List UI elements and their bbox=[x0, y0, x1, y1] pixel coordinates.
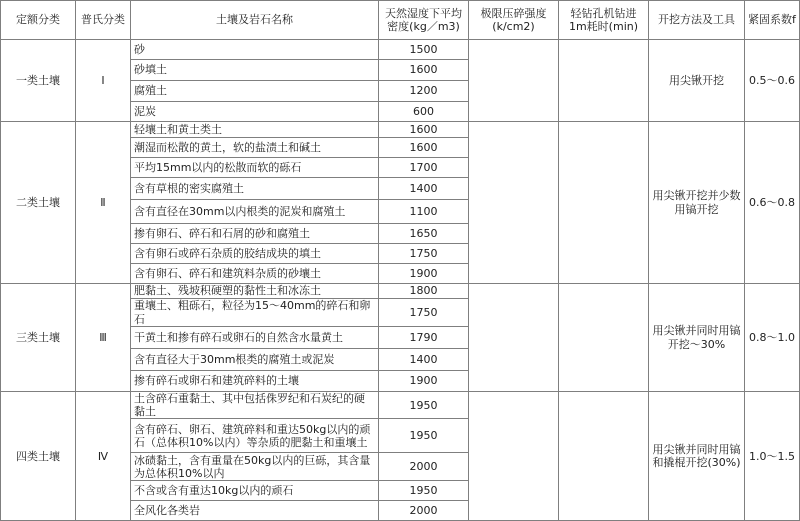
soil-name-cell: 土含碎石重黏土、其中包括侏罗纪和石炭纪的硬黏土 bbox=[131, 392, 379, 419]
header-protodyakonov-class: 普氏分类 bbox=[76, 1, 131, 40]
soil-name-cell: 平均15mm以内的松散而软的砾石 bbox=[131, 158, 379, 178]
header-crush-strength: 极限压碎强度(k/cm2) bbox=[469, 1, 559, 40]
crush-strength-cell bbox=[469, 122, 559, 284]
density-cell: 1400 bbox=[379, 178, 469, 200]
density-cell: 1950 bbox=[379, 481, 469, 501]
density-cell: 1600 bbox=[379, 138, 469, 158]
soil-name-cell: 掺有卵石、碎石和石屑的砂和腐殖土 bbox=[131, 224, 379, 244]
drill-time-cell bbox=[559, 40, 649, 122]
density-cell: 1400 bbox=[379, 349, 469, 371]
method-cell: 用尖锹开挖并少数用镐开挖 bbox=[649, 122, 745, 284]
crush-strength-cell bbox=[469, 392, 559, 521]
roman-class-cell: Ⅲ bbox=[76, 284, 131, 392]
header-excavation-method: 开挖方法及工具 bbox=[649, 1, 745, 40]
soil-name-cell: 干黄土和掺有碎石或卵石的自然含水量黄土 bbox=[131, 327, 379, 349]
density-cell: 1750 bbox=[379, 299, 469, 327]
coef-cell: 0.8～1.0 bbox=[745, 284, 800, 392]
method-cell: 用尖锹开挖 bbox=[649, 40, 745, 122]
density-cell: 1790 bbox=[379, 327, 469, 349]
density-cell: 1750 bbox=[379, 244, 469, 264]
coef-cell: 0.5～0.6 bbox=[745, 40, 800, 122]
soil-name-cell: 不含或含有重达10kg以内的顽石 bbox=[131, 481, 379, 501]
soil-name-cell: 重壤土、粗砾石，粒径为15～40mm的碎石和卵石 bbox=[131, 299, 379, 327]
roman-class-cell: Ⅳ bbox=[76, 392, 131, 521]
quota-class-cell: 三类土壤 bbox=[1, 284, 76, 392]
density-cell: 600 bbox=[379, 102, 469, 122]
soil-name-cell: 含有直径大于30mm根类的腐殖土或泥炭 bbox=[131, 349, 379, 371]
density-cell: 2000 bbox=[379, 501, 469, 521]
drill-time-cell bbox=[559, 392, 649, 521]
header-drill-time: 轻钻孔机钻进1m耗时(min) bbox=[559, 1, 649, 40]
method-cell: 用尖锹并同时用镐和撬棍开挖(30%) bbox=[649, 392, 745, 521]
header-soil-rock-name: 土壤及岩石名称 bbox=[131, 1, 379, 40]
header-density: 天然湿度下平均密度(kg／m3) bbox=[379, 1, 469, 40]
table-row bbox=[1, 284, 800, 299]
drill-time-cell bbox=[559, 284, 649, 392]
quota-class-cell: 四类土壤 bbox=[1, 392, 76, 521]
table-row bbox=[1, 40, 800, 60]
soil-name-cell: 含有直径在30mm以内根类的泥炭和腐殖土 bbox=[131, 200, 379, 224]
coef-cell: 1.0～1.5 bbox=[745, 392, 800, 521]
soil-name-cell: 冰碛黏土，含有重量在50kg以内的巨砾，其含量为总体积10%以内 bbox=[131, 453, 379, 481]
quota-class-cell: 二类土壤 bbox=[1, 122, 76, 284]
soil-name-cell: 含有卵石、碎石和建筑料杂质的砂壤土 bbox=[131, 264, 379, 284]
density-cell: 1650 bbox=[379, 224, 469, 244]
drill-time-cell bbox=[559, 122, 649, 284]
roman-class-cell: Ⅰ bbox=[76, 40, 131, 122]
method-cell: 用尖锹并同时用镐开挖～30% bbox=[649, 284, 745, 392]
soil-name-cell: 掺有碎石或卵石和建筑碎料的土壤 bbox=[131, 371, 379, 392]
density-cell: 1950 bbox=[379, 419, 469, 453]
density-cell: 1800 bbox=[379, 284, 469, 299]
table-row bbox=[1, 392, 800, 419]
table-row bbox=[1, 122, 800, 138]
soil-name-cell: 轻壤土和黄土类土 bbox=[131, 122, 379, 138]
density-cell: 1600 bbox=[379, 60, 469, 81]
soil-name-cell: 砂 bbox=[131, 40, 379, 60]
soil-name-cell: 肥黏土、残坡积硬塑的黏性土和冰冻土 bbox=[131, 284, 379, 299]
soil-name-cell: 含有草根的密实腐殖土 bbox=[131, 178, 379, 200]
density-cell: 1950 bbox=[379, 392, 469, 419]
crush-strength-cell bbox=[469, 40, 559, 122]
crush-strength-cell bbox=[469, 284, 559, 392]
header-quota-class: 定额分类 bbox=[1, 1, 76, 40]
density-cell: 1900 bbox=[379, 371, 469, 392]
density-cell: 1500 bbox=[379, 40, 469, 60]
quota-class-cell: 一类土壤 bbox=[1, 40, 76, 122]
density-cell: 1200 bbox=[379, 81, 469, 102]
roman-class-cell: Ⅱ bbox=[76, 122, 131, 284]
soil-name-cell: 砂填土 bbox=[131, 60, 379, 81]
soil-name-cell: 全风化各类岩 bbox=[131, 501, 379, 521]
density-cell: 2000 bbox=[379, 453, 469, 481]
soil-name-cell: 潮湿而松散的黄土，软的盐渍土和碱土 bbox=[131, 138, 379, 158]
density-cell: 1600 bbox=[379, 122, 469, 138]
soil-name-cell: 腐殖土 bbox=[131, 81, 379, 102]
soil-name-cell: 含有碎石、卵石、建筑碎料和重达50kg以内的顽石（总体积10%以内）等杂质的肥黏土和重壤土 bbox=[131, 419, 379, 453]
soil-name-cell: 泥炭 bbox=[131, 102, 379, 122]
header-firmness-coef: 紧固系数f bbox=[745, 1, 800, 40]
soil-name-cell: 含有卵石或碎石杂质的胶结成块的填土 bbox=[131, 244, 379, 264]
density-cell: 1700 bbox=[379, 158, 469, 178]
header-row bbox=[1, 1, 800, 40]
density-cell: 1100 bbox=[379, 200, 469, 224]
coef-cell: 0.6～0.8 bbox=[745, 122, 800, 284]
density-cell: 1900 bbox=[379, 264, 469, 284]
